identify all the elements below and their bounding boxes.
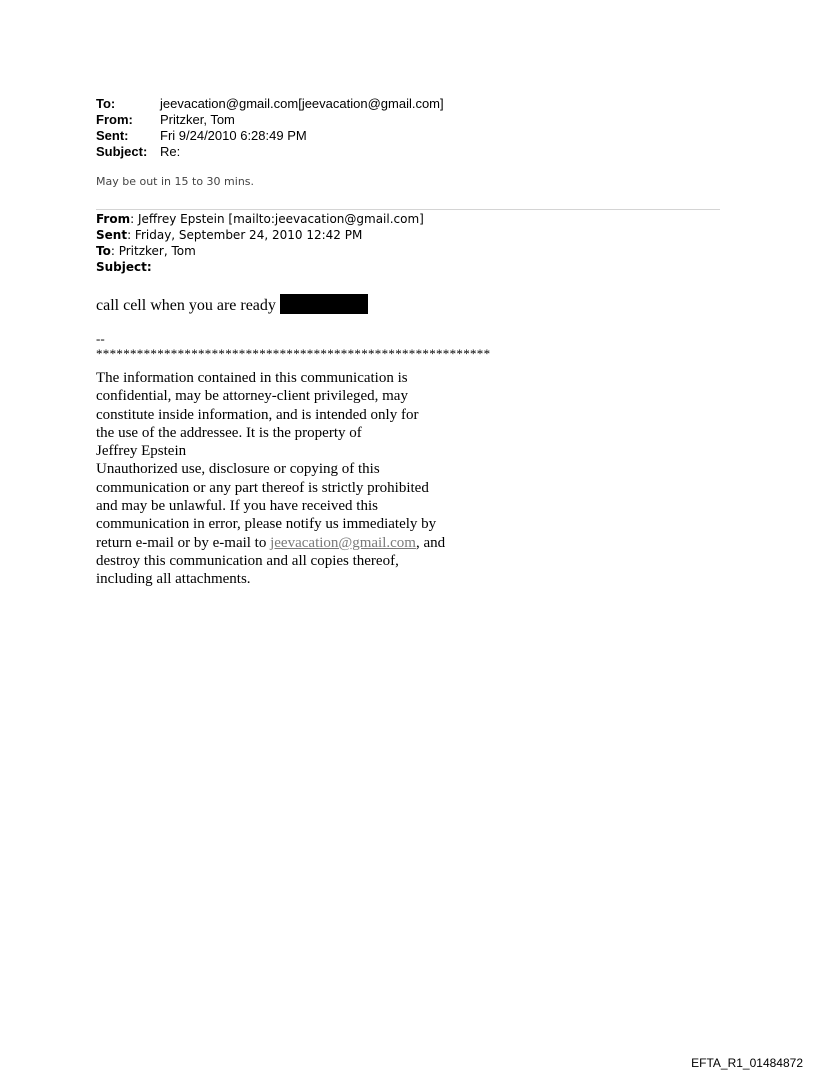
original-from-label: From	[96, 212, 131, 226]
original-subject-value: :	[146, 260, 152, 274]
original-from-row	[96, 211, 424, 227]
document-id: EFTA_R1_01484872	[691, 1056, 803, 1070]
original-header	[96, 211, 424, 275]
disclaimer-line: Jeffrey Epstein	[96, 443, 187, 460]
original-sent-value: : Friday, September 24, 2010 12:42 PM	[127, 228, 363, 242]
disclaimer-line: confidential, may be attorney-client privileged, may	[96, 388, 408, 405]
subject-label: Subject:	[96, 144, 148, 159]
original-sent-row	[96, 227, 424, 243]
disclaimer-line: The information contained in this communication is	[96, 370, 408, 386]
disclaimer-line: including all attachments.	[96, 571, 251, 588]
disclaimer-line: the use of the addressee. It is the property of	[96, 424, 362, 441]
disclaimer-line: constitute inside information, and is intended only for	[96, 406, 419, 423]
to-value: jeevacation@gmail.com[jeevacation@gmail.com]	[160, 96, 444, 111]
redaction-box	[280, 294, 368, 314]
signature-dash: --	[96, 331, 105, 346]
from-label: From:	[96, 112, 133, 127]
original-subject-row	[96, 259, 424, 275]
original-body	[96, 294, 368, 316]
sent-row	[96, 128, 444, 144]
subject-value: Re:	[160, 144, 181, 159]
sent-label: Sent:	[96, 128, 129, 143]
disclaimer-line: Unauthorized use, disclosure or copying of this	[96, 461, 380, 478]
signature-stars: **********************************************************	[96, 346, 491, 361]
subject-row	[96, 144, 444, 160]
disclaimer-line: communication or any part thereof is strictly prohibited	[96, 479, 429, 496]
original-body-text: call cell when you are ready	[96, 297, 276, 314]
original-to-value: : Pritzker, Tom	[110, 244, 196, 258]
disclaimer-line-with-link	[96, 534, 496, 552]
original-to-row	[96, 243, 424, 259]
to-label: To:	[96, 96, 116, 111]
disclaimer-line10-pre: return e-mail or by e-mail to	[96, 534, 271, 551]
email-header	[96, 96, 444, 160]
disclaimer-line: communication in error, please notify us immediately by	[96, 516, 437, 533]
from-value: Pritzker, Tom	[160, 112, 235, 127]
disclaimer-line: and may be unlawful. If you have received this	[96, 498, 378, 515]
to-row	[96, 96, 444, 112]
reply-body: May be out in 15 to 30 mins.	[96, 175, 255, 188]
disclaimer	[96, 369, 496, 589]
original-from-value: : Jeffrey Epstein [mailto:jeevacation@gmail.com]	[130, 212, 424, 226]
disclaimer-line10-post: , and	[415, 534, 446, 551]
original-sent-label: Sent	[96, 228, 128, 242]
quote-divider	[96, 209, 720, 210]
email-link[interactable]: jeevacation@gmail.com	[270, 534, 416, 551]
sent-value: Fri 9/24/2010 6:28:49 PM	[160, 128, 307, 143]
from-row	[96, 112, 444, 128]
original-to-label: To	[96, 244, 111, 258]
disclaimer-line: destroy this communication and all copies thereof,	[96, 552, 399, 569]
original-subject-label: Subject	[96, 260, 147, 274]
